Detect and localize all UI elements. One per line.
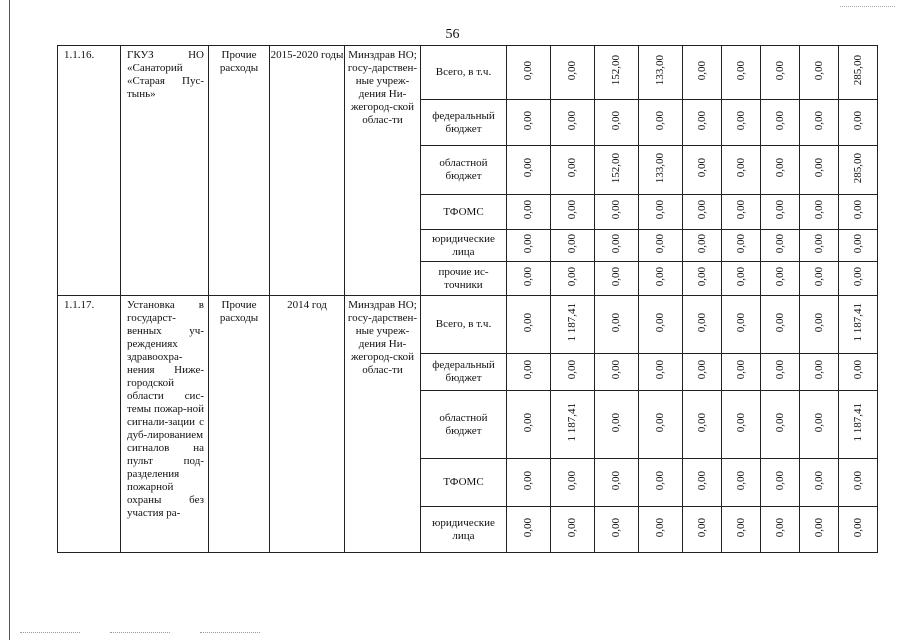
amount-value: 0,00: [734, 110, 747, 131]
amount-value: 1 187,41: [566, 303, 578, 342]
amount-cell: [761, 230, 800, 262]
amount-value: 0,00: [812, 360, 825, 380]
amount-cell: [639, 262, 683, 296]
amount-value: 0,00: [610, 200, 622, 220]
amount-cell: [761, 507, 800, 553]
item-number-text: 1.1.16.: [64, 49, 95, 61]
amount-value: 0,00: [566, 110, 578, 131]
amount-cell: [639, 230, 683, 262]
amount-cell: [639, 195, 683, 230]
amount-value: 0,00: [522, 360, 534, 380]
amount-cell: [839, 391, 878, 459]
expense-type-text: Прочие расходы: [219, 49, 259, 74]
implementation-period-text: 2014 год: [287, 299, 327, 311]
amount-value: 0,00: [566, 60, 578, 81]
amount-value: 0,00: [654, 470, 666, 491]
amount-value: 0,00: [695, 233, 708, 254]
amount-value: 0,00: [773, 412, 786, 433]
amount-cell: [839, 296, 878, 354]
amount-cell: [595, 354, 639, 391]
amount-value: 0,00: [522, 110, 534, 131]
amount-cell: [639, 459, 683, 507]
amount-cell: [761, 296, 800, 354]
amount-cell: [507, 46, 551, 100]
amount-value: 0,00: [773, 360, 786, 380]
funding-source: федеральный бюджет: [421, 100, 507, 146]
executor-text: Минздрав НО; госу-дарствен-ные учреж-дения Ни-жегород-ской облас-ти: [347, 49, 418, 126]
funding-source: ТФОМС: [421, 459, 507, 507]
amount-cell: [507, 230, 551, 262]
amount-value: 0,00: [812, 517, 825, 538]
amount-value: 0,00: [522, 158, 534, 178]
amount-cell: [639, 146, 683, 195]
amount-value: 0,00: [610, 110, 622, 131]
amount-value: 0,00: [654, 312, 666, 333]
amount-value: 0,00: [851, 266, 864, 287]
amount-value: 0,00: [734, 470, 747, 491]
amount-value: 0,00: [695, 158, 708, 178]
amount-cell: [722, 507, 761, 553]
amount-cell: [839, 262, 878, 296]
amount-value: 0,00: [812, 110, 825, 131]
amount-value: 0,00: [773, 200, 786, 220]
amount-cell: [800, 296, 839, 354]
amount-value: 152,00: [610, 55, 622, 86]
amount-cell: [507, 100, 551, 146]
scan-artifact: [110, 632, 170, 634]
amount-cell: [761, 100, 800, 146]
funding-source: областной бюджет: [421, 146, 507, 195]
amount-value: 0,00: [734, 412, 747, 433]
executor: [345, 296, 421, 553]
amount-value: 0,00: [812, 60, 825, 81]
amount-cell: [595, 262, 639, 296]
amount-value: 0,00: [566, 266, 578, 287]
amount-cell: [683, 354, 722, 391]
amount-value: 0,00: [566, 158, 578, 178]
amount-cell: [800, 391, 839, 459]
amount-cell: [507, 391, 551, 459]
amount-value: 0,00: [522, 60, 534, 81]
amount-value: 0,00: [695, 470, 708, 491]
amount-value: 0,00: [654, 233, 666, 254]
amount-cell: [507, 459, 551, 507]
amount-cell: [683, 391, 722, 459]
page-number: 56: [445, 27, 460, 42]
amount-value: 0,00: [654, 266, 666, 287]
amount-value: 0,00: [851, 200, 864, 220]
amount-cell: [683, 146, 722, 195]
amount-cell: [839, 195, 878, 230]
amount-cell: [722, 262, 761, 296]
amount-value: 1 187,41: [851, 403, 864, 442]
amount-cell: [639, 100, 683, 146]
amount-cell: [800, 230, 839, 262]
amount-value: 0,00: [610, 470, 622, 491]
amount-cell: [761, 195, 800, 230]
funding-source: прочие ис-точники: [421, 262, 507, 296]
amount-cell: [761, 354, 800, 391]
amount-cell: [683, 195, 722, 230]
expense-type: [209, 46, 270, 296]
amount-cell: [507, 296, 551, 354]
amount-cell: [839, 459, 878, 507]
amount-value: 0,00: [773, 158, 786, 178]
funding-source: федеральный бюджет: [421, 354, 507, 391]
amount-cell: [551, 195, 595, 230]
item-name: [121, 46, 209, 296]
amount-cell: [683, 100, 722, 146]
funding-source: юридические лица: [421, 507, 507, 553]
amount-value: 0,00: [566, 517, 578, 538]
amount-value: 0,00: [851, 233, 864, 254]
amount-value: 133,00: [654, 152, 666, 184]
amount-value: 0,00: [695, 110, 708, 131]
amount-cell: [800, 507, 839, 553]
scan-artifact: [200, 632, 260, 634]
amount-value: 0,00: [734, 200, 747, 220]
table-row: [58, 46, 878, 100]
amount-value: 0,00: [522, 470, 534, 491]
implementation-period-text: 2015-2020 годы: [270, 49, 344, 61]
funding-source: юридические лица: [421, 230, 507, 262]
amount-value: 0,00: [566, 360, 578, 380]
amount-value: 0,00: [522, 312, 534, 333]
amount-value: 0,00: [610, 312, 622, 333]
implementation-period: [270, 46, 345, 296]
amount-value: 0,00: [851, 110, 864, 131]
amount-cell: [551, 262, 595, 296]
binding-line: [9, 0, 10, 640]
amount-cell: [839, 230, 878, 262]
amount-cell: [551, 507, 595, 553]
amount-value: 0,00: [695, 200, 708, 220]
amount-cell: [683, 296, 722, 354]
amount-value: 0,00: [522, 517, 534, 538]
amount-cell: [639, 296, 683, 354]
implementation-period: [270, 296, 345, 553]
amount-cell: [722, 230, 761, 262]
amount-cell: [683, 46, 722, 100]
amount-value: 285,00: [851, 152, 864, 184]
amount-value: 0,00: [610, 517, 622, 538]
amount-cell: [800, 195, 839, 230]
expense-type: [209, 296, 270, 553]
amount-cell: [595, 146, 639, 195]
amount-cell: [507, 195, 551, 230]
amount-value: 0,00: [522, 200, 534, 220]
amount-value: 0,00: [734, 233, 747, 254]
amount-cell: [800, 354, 839, 391]
amount-value: 0,00: [851, 470, 864, 491]
amount-cell: [595, 507, 639, 553]
amount-cell: [551, 46, 595, 100]
amount-cell: [722, 391, 761, 459]
amount-value: 0,00: [566, 470, 578, 491]
item-number: [58, 46, 121, 296]
amount-value: 0,00: [812, 233, 825, 254]
amount-cell: [595, 100, 639, 146]
amount-value: 0,00: [566, 233, 578, 254]
amount-cell: [839, 354, 878, 391]
amount-value: 0,00: [654, 110, 666, 131]
amount-cell: [683, 230, 722, 262]
amount-value: 0,00: [695, 360, 708, 380]
amount-cell: [639, 507, 683, 553]
amount-cell: [595, 195, 639, 230]
amount-cell: [507, 507, 551, 553]
scan-artifact: [20, 632, 80, 634]
amount-cell: [722, 100, 761, 146]
amount-cell: [683, 262, 722, 296]
amount-value: 0,00: [654, 200, 666, 220]
amount-value: 0,00: [773, 266, 786, 287]
amount-value: 0,00: [773, 110, 786, 131]
amount-value: 152,00: [610, 152, 622, 184]
item-number: [58, 296, 121, 553]
amount-value: 0,00: [812, 312, 825, 333]
amount-cell: [839, 46, 878, 100]
amount-cell: [595, 230, 639, 262]
funding-source: ТФОМС: [421, 195, 507, 230]
amount-value: 0,00: [734, 517, 747, 538]
amount-value: 0,00: [773, 312, 786, 333]
amount-cell: [595, 391, 639, 459]
amount-cell: [551, 296, 595, 354]
amount-value: 0,00: [773, 233, 786, 254]
amount-cell: [551, 100, 595, 146]
amount-cell: [800, 459, 839, 507]
amount-cell: [639, 391, 683, 459]
amount-cell: [761, 46, 800, 100]
funding-source: Всего, в т.ч.: [421, 296, 507, 354]
amount-cell: [722, 46, 761, 100]
program-table: [57, 45, 878, 553]
amount-value: 1 187,41: [851, 303, 864, 342]
amount-cell: [551, 459, 595, 507]
amount-value: 0,00: [851, 360, 864, 380]
item-name: [121, 296, 209, 553]
amount-value: 0,00: [695, 517, 708, 538]
amount-cell: [507, 146, 551, 195]
amount-value: 0,00: [812, 412, 825, 433]
amount-cell: [839, 100, 878, 146]
amount-cell: [761, 459, 800, 507]
amount-cell: [551, 146, 595, 195]
amount-cell: [761, 146, 800, 195]
amount-cell: [551, 230, 595, 262]
amount-value: 0,00: [812, 158, 825, 178]
amount-value: 0,00: [522, 266, 534, 287]
amount-value: 0,00: [654, 360, 666, 380]
amount-value: 0,00: [695, 412, 708, 433]
amount-value: 133,00: [654, 55, 666, 86]
amount-cell: [683, 459, 722, 507]
item-number-text: 1.1.17.: [64, 299, 95, 311]
amount-cell: [551, 391, 595, 459]
expense-type-text: Прочие расходы: [219, 299, 259, 324]
amount-cell: [800, 146, 839, 195]
amount-cell: [722, 354, 761, 391]
amount-value: 0,00: [654, 517, 666, 538]
amount-value: 0,00: [734, 158, 747, 178]
amount-cell: [639, 46, 683, 100]
amount-value: 0,00: [734, 360, 747, 380]
amount-value: 0,00: [773, 517, 786, 538]
amount-value: 0,00: [610, 360, 622, 380]
amount-cell: [761, 391, 800, 459]
amount-cell: [722, 296, 761, 354]
amount-cell: [722, 459, 761, 507]
amount-value: 0,00: [734, 60, 747, 81]
amount-value: 0,00: [734, 312, 747, 333]
amount-value: 0,00: [773, 60, 786, 81]
amount-value: 0,00: [566, 200, 578, 220]
item-name-text: Установка в государст-венных уч-реждениях здравоохра-нения Ниже-городской области сис-темы пожар-ной сигнали-зации с дуб-лированием сигналов на пульт под-разделения пожарной охраны без участия ра-: [127, 299, 204, 519]
amount-cell: [800, 46, 839, 100]
item-name-text: ГКУЗ НО «Санаторий «Старая Пус-тынь»: [127, 49, 204, 100]
executor: [345, 46, 421, 296]
amount-value: 0,00: [610, 233, 622, 254]
amount-value: 0,00: [734, 266, 747, 287]
amount-cell: [839, 146, 878, 195]
scan-artifact: [840, 6, 895, 8]
amount-value: 0,00: [812, 200, 825, 220]
amount-cell: [595, 46, 639, 100]
amount-cell: [507, 262, 551, 296]
amount-value: 0,00: [812, 470, 825, 491]
table-row: [58, 296, 878, 354]
amount-value: 0,00: [812, 266, 825, 287]
amount-cell: [683, 507, 722, 553]
funding-source: областной бюджет: [421, 391, 507, 459]
amount-value: 285,00: [851, 55, 864, 86]
amount-value: 0,00: [610, 266, 622, 287]
amount-value: 0,00: [654, 412, 666, 433]
amount-value: 0,00: [695, 312, 708, 333]
amount-value: 0,00: [851, 517, 864, 538]
amount-cell: [800, 100, 839, 146]
amount-value: 0,00: [522, 412, 534, 433]
amount-cell: [839, 507, 878, 553]
amount-cell: [551, 354, 595, 391]
amount-value: 0,00: [610, 412, 622, 433]
amount-value: 0,00: [773, 470, 786, 491]
amount-cell: [722, 195, 761, 230]
executor-text: Минздрав НО; госу-дарствен-ные учреж-дения Ни-жегород-ской облас-ти: [347, 299, 418, 376]
amount-cell: [722, 146, 761, 195]
amount-value: 1 187,41: [566, 403, 578, 442]
amount-cell: [639, 354, 683, 391]
amount-cell: [800, 262, 839, 296]
amount-cell: [761, 262, 800, 296]
amount-value: 0,00: [522, 233, 534, 254]
amount-cell: [507, 354, 551, 391]
funding-source: Всего, в т.ч.: [421, 46, 507, 100]
amount-value: 0,00: [695, 266, 708, 287]
amount-cell: [595, 296, 639, 354]
amount-cell: [595, 459, 639, 507]
amount-value: 0,00: [695, 60, 708, 81]
